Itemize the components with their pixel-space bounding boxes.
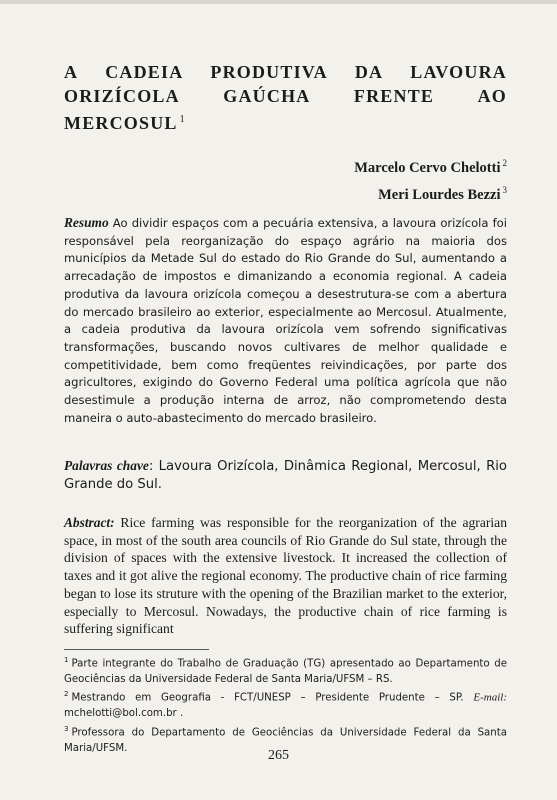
- scan-edge: [0, 0, 557, 4]
- title-word: DA: [354, 62, 384, 82]
- title-word: MERCOSUL: [64, 113, 178, 133]
- title-line-1: [64, 60, 507, 84]
- footnote: [64, 653, 507, 687]
- title-footnote-ref: 1: [179, 114, 186, 125]
- footnotes: [64, 653, 507, 756]
- title-word: PRODUTIVA: [210, 62, 328, 82]
- title-word: GAÚCHA: [223, 86, 311, 106]
- abstract-paragraph: [64, 514, 507, 638]
- footnote-divider: [64, 649, 209, 650]
- footnote-text: Parte integrante do Trabalho de Graduação (TG) apresentado ao Departamento de Geociências da Universidade Federal de Santa Maria/UFSM – RS.: [64, 658, 507, 685]
- footnote-number: 1: [64, 656, 69, 664]
- author: [354, 179, 507, 206]
- title-word: CADEIA: [105, 62, 184, 82]
- title-word: AO: [477, 86, 507, 106]
- keywords-colon: :: [148, 459, 154, 474]
- resumo-label: Resumo: [64, 215, 109, 230]
- resumo-paragraph: [64, 214, 507, 427]
- page-number: 265: [268, 748, 289, 763]
- title-word: LAVOURA: [410, 62, 507, 82]
- resumo-text: Ao dividir espaços com a pecuária extensiva, a lavoura orizícola foi responsável pela reorganização do espaço agrário na maioria dos municípios da Metade Sul do estado do Rio Grande do Sul, aumentando a arrecadação de impostos e dimanizando a economia regional. A cadeia produtiva da lavoura orizícola começou a desestrutura-se com a abertura do mercado brasileiro ao exterior, especialmente ao Mercosul. Atualmente, a cadeia produtiva da lavoura orizícola vem sofrendo significativas transformações, buscando novos cultivares de melhor qualidade e competitividade, bem como freqüentes reivindicações, por parte dos agricultores, exigindo do Governo Federal uma política agrícola que não desestimule a produção interna de arroz, não comprometendo desta maneira o auto-abastecimento do mercado brasileiro.: [64, 216, 507, 425]
- keywords-text: Lavoura Orizícola, Dinâmica Regional, Mercosul, Rio Grande do Sul.: [64, 459, 507, 492]
- email-address: mchelotti@bol.com.br .: [64, 708, 184, 720]
- footnote-number: 3: [64, 724, 69, 733]
- author-name: Marcelo Cervo Chelotti: [354, 159, 501, 176]
- title-word: A: [64, 62, 79, 82]
- author: [354, 152, 507, 179]
- author-name: Meri Lourdes Bezzi: [378, 186, 501, 203]
- footnote-text: Professora do Departamento de Geociências da Universidade Federal da Santa Maria/UFSM.: [64, 727, 507, 754]
- abstract-label: Abstract:: [64, 515, 115, 530]
- title-word: FRENTE: [353, 86, 435, 106]
- keywords-label: Palavras chave: [64, 458, 149, 473]
- author-footnote-ref: 2: [502, 158, 507, 168]
- abstract-text: Rice farming was responsible for the reorganization of the agrarian space, in most of the south area councils of Rio Grande do Sul state, through the division of spaces with the extensive livestock. It increased the collection of taxes and it got alive the regional economy. The productive chain of rice farming began to lose its struture with the opening of the Brazilian market to the exterior, especially to Mercosul. Nowadays, the productive chain of rice farming is suffering significant: [64, 515, 507, 637]
- email-label: E-mail:: [473, 691, 507, 704]
- article-title: [64, 60, 507, 135]
- footnote-number: 2: [64, 690, 69, 699]
- title-line-3: [64, 108, 507, 135]
- author-list: [354, 152, 507, 206]
- keywords-paragraph: [64, 457, 507, 493]
- footnote-text: Mestrando em Geografia - FCT/UNESP – Presidente Prudente – SP.: [71, 692, 464, 704]
- title-line-2: [64, 84, 507, 108]
- author-footnote-ref: 3: [502, 184, 507, 195]
- title-word: ORIZÍCOLA: [64, 86, 180, 106]
- footnote: [64, 687, 507, 721]
